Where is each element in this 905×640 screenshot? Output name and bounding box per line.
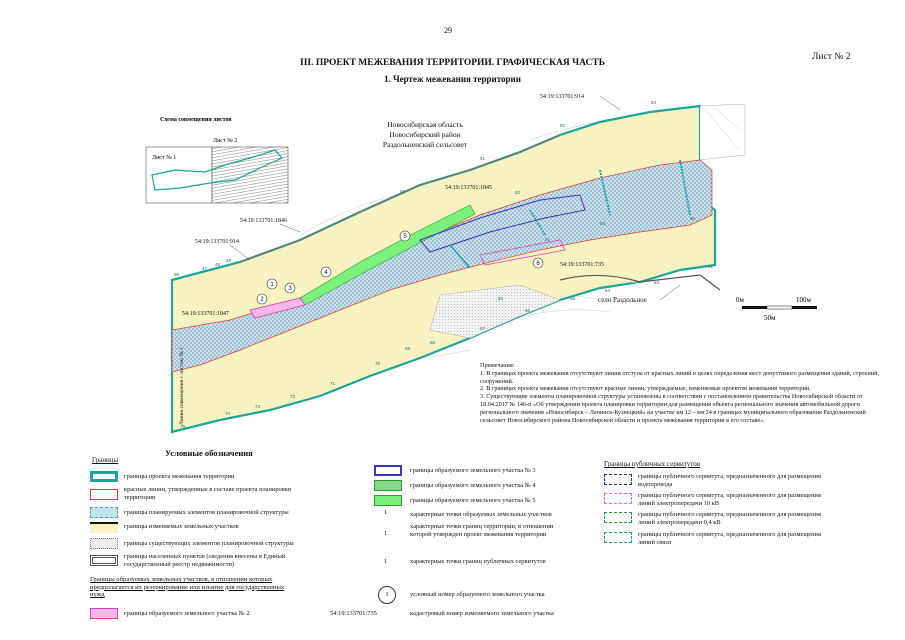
sheet-label: Лист № 2 [812, 52, 851, 62]
svg-text:82: 82 [515, 190, 521, 195]
svg-text:74: 74 [225, 411, 231, 416]
note-1: 1. В границах проекта межевания отсутствуют линии отступа от красных линий в целях определения мест допустимого размещения зданий, строений, сооружений. [480, 369, 879, 385]
legend-c3-1: границы публичного сервитута, предназначенного для размещения линий электропередачи 10 кВ [638, 492, 821, 507]
svg-text:69: 69 [405, 346, 411, 351]
region-line-1: Новосибирская область [387, 120, 463, 129]
legend-sym-point-serv: 1 [384, 558, 388, 565]
legend-c1-0: границы проекта межевания территории [124, 473, 235, 480]
legend-sym-circle: 1 [378, 586, 396, 604]
parcel-num-2: 2 [260, 297, 264, 303]
legend-c2-5: характерные точки границ публичных сервитутов [410, 558, 546, 565]
legend-sym-point-border: 1 [384, 530, 388, 537]
legend-sym-parcel5 [374, 495, 402, 506]
legend-sym-existing [90, 538, 118, 549]
legend-c2-2: границы образуемого земельного участка № 5 [410, 497, 536, 504]
note-3: 3. Существующие элементы планировочной структуры установлены в соответствии с постановлением правительства Новосибирской области от 18.04.2017 № 146-п «Об утверждении проекта планировки территории для размещения объекта регионального значения автомобильной дороги регионального значения «Новосибирск – Ленинск-Кузнецкий» на участке км 12 – км 24 в границах муниципального образования Раздольненский сельсовет Новосибирского района Новосибирской области и проекта межевания территории в его составе». [480, 393, 866, 424]
legend-sym-power10 [604, 493, 632, 504]
parcel-num-4: 4 [324, 270, 328, 276]
svg-text:53: 53 [651, 100, 657, 105]
legend-c2-0: границы образуемого земельного участка № 3 [410, 467, 536, 474]
svg-text:96: 96 [174, 272, 180, 277]
legend-sym-comm [604, 532, 632, 543]
svg-text:67: 67 [480, 326, 486, 331]
legend-formed-head: Границы образуемых земельных участков, в отношении которых предполагается их резервирование или изъятие для государственных нужд [90, 576, 285, 599]
legend-c1-3: границы изменяемых земельных участков [124, 523, 239, 530]
cad-914-top: 54:19:133701:914 [540, 94, 585, 100]
legend-title: Условные обозначения [165, 448, 253, 458]
legend-sym-changed [90, 522, 118, 533]
svg-text:71: 71 [330, 381, 336, 386]
page-subtitle: 1. Чертеж межевания территории [384, 74, 521, 84]
cad-735: 54:19:133701:735 [560, 262, 605, 268]
legend-c2-7: кадастровый номер изменяемого земельного участка [410, 610, 554, 617]
village-label: село Раздольное [598, 296, 647, 304]
legend-c2-6: условный номер образуемого земельного участка [410, 591, 545, 598]
parcel-num-1: 1 [270, 282, 274, 288]
svg-text:65: 65 [570, 296, 576, 301]
legend-sym-red [90, 489, 118, 500]
svg-text:50: 50 [400, 189, 406, 194]
svg-text:52: 52 [560, 123, 566, 128]
scale-right: 100м [796, 296, 811, 304]
cad-1847: 54:19:133701:1847 [182, 311, 230, 317]
legend-c2-4: характерные точки границ территории, в отношении которой утвержден проект межевания территории [410, 523, 554, 538]
cad-1845: 54:19:133701:1845 [445, 185, 493, 191]
legend-c1-last: границы образуемого земельного участка № 2 [124, 610, 250, 617]
svg-text:70: 70 [375, 361, 381, 366]
legend-sym-parcel3 [374, 465, 402, 476]
svg-text:68: 68 [430, 340, 436, 345]
scale-left: 0м [736, 296, 744, 304]
sheet-join-label: Линия совмещения с листом № 1 [179, 347, 185, 425]
svg-text:81: 81 [545, 237, 551, 242]
scheme-sheet1: Лист № 1 [152, 155, 177, 161]
page-title: III. ПРОЕКТ МЕЖЕВАНИЯ ТЕРРИТОРИИ. ГРАФИЧЕСКАЯ ЧАСТЬ [300, 58, 605, 68]
svg-text:47: 47 [202, 266, 208, 271]
legend-sym-water [604, 474, 632, 485]
notes-heading: Примечания: [480, 362, 515, 369]
legend-borders-head: Границы [92, 456, 119, 464]
legend-c1-4: границы существующих элементов планировочной структуры [124, 540, 294, 547]
parcel-num-5: 5 [403, 234, 407, 240]
legend-c2-1: границы образуемого земельного участка № 4 [410, 482, 536, 489]
svg-text:64: 64 [605, 288, 611, 293]
svg-text:60: 60 [690, 216, 696, 221]
legend-c3-2: границы публичного сервитута, предназначенного для размещения линий электропередачи 0,4 кВ [638, 511, 821, 526]
svg-text:83: 83 [600, 221, 606, 226]
legend-c1-1: красные линии, утвержденные в составе проекта планировки территории [124, 486, 292, 501]
legend-sym-parcel2 [90, 608, 118, 619]
parcel-num-3: 3 [288, 286, 292, 292]
svg-text:75: 75 [180, 424, 186, 429]
svg-text:66: 66 [525, 308, 531, 313]
scheme-title: Схема совмещения листов [160, 117, 232, 123]
legend-sym-project [90, 471, 118, 482]
legend-sym-cad: 54:19:133701:735 [330, 610, 377, 617]
svg-text:61: 61 [708, 264, 714, 269]
legend-sym-power04 [604, 512, 632, 523]
legend-servitudes-head: Границы публичных сервитутов [604, 460, 700, 468]
cad-914-left: 54:19:133701:914 [195, 239, 240, 245]
scheme-sheet2: Лист № 2 [213, 138, 238, 144]
legend-sym-parcel4 [374, 480, 402, 491]
legend-c2-3: характерные точки образуемых земельных участков [410, 511, 552, 518]
cad-1846: 54:19:133701:1846 [240, 218, 288, 224]
region-line-3: Раздольненский сельсовет [382, 140, 468, 149]
legend-c1-2: границы планируемых элементов планировочной структуры [124, 509, 289, 516]
notes-block [480, 362, 880, 424]
svg-text:80: 80 [498, 296, 504, 301]
note-2: 2. В границах проекта межевания отсутствуют красные линии, утверждаемые, изменяемые проектом межевания территории. [480, 385, 811, 393]
page-number: 29 [444, 26, 452, 35]
legend-c1-5: границы населенных пунктов (сведения внесены в Единый государственный реестр недвижимости) [124, 553, 286, 568]
legend-c3-0: границы публичного сервитута, предназначенного для размещения водопровода [638, 473, 821, 488]
legend-sym-point-char: 1 [384, 509, 388, 516]
svg-text:72: 72 [290, 394, 296, 399]
svg-text:63: 63 [654, 280, 660, 285]
svg-text:51: 51 [480, 156, 486, 161]
legend-c3-3: границы публичного сервитута, предназначенного для размещения линий связи [638, 531, 821, 546]
legend-sym-planned [90, 507, 118, 518]
parcel-num-6: 6 [536, 261, 540, 267]
legend-sym-settlement [90, 555, 118, 566]
scale-mid: 50м [764, 314, 776, 322]
svg-text:49: 49 [226, 258, 232, 263]
region-line-2: Новосибирский район [389, 130, 461, 139]
svg-text:73: 73 [255, 404, 261, 409]
svg-text:48: 48 [215, 262, 221, 267]
